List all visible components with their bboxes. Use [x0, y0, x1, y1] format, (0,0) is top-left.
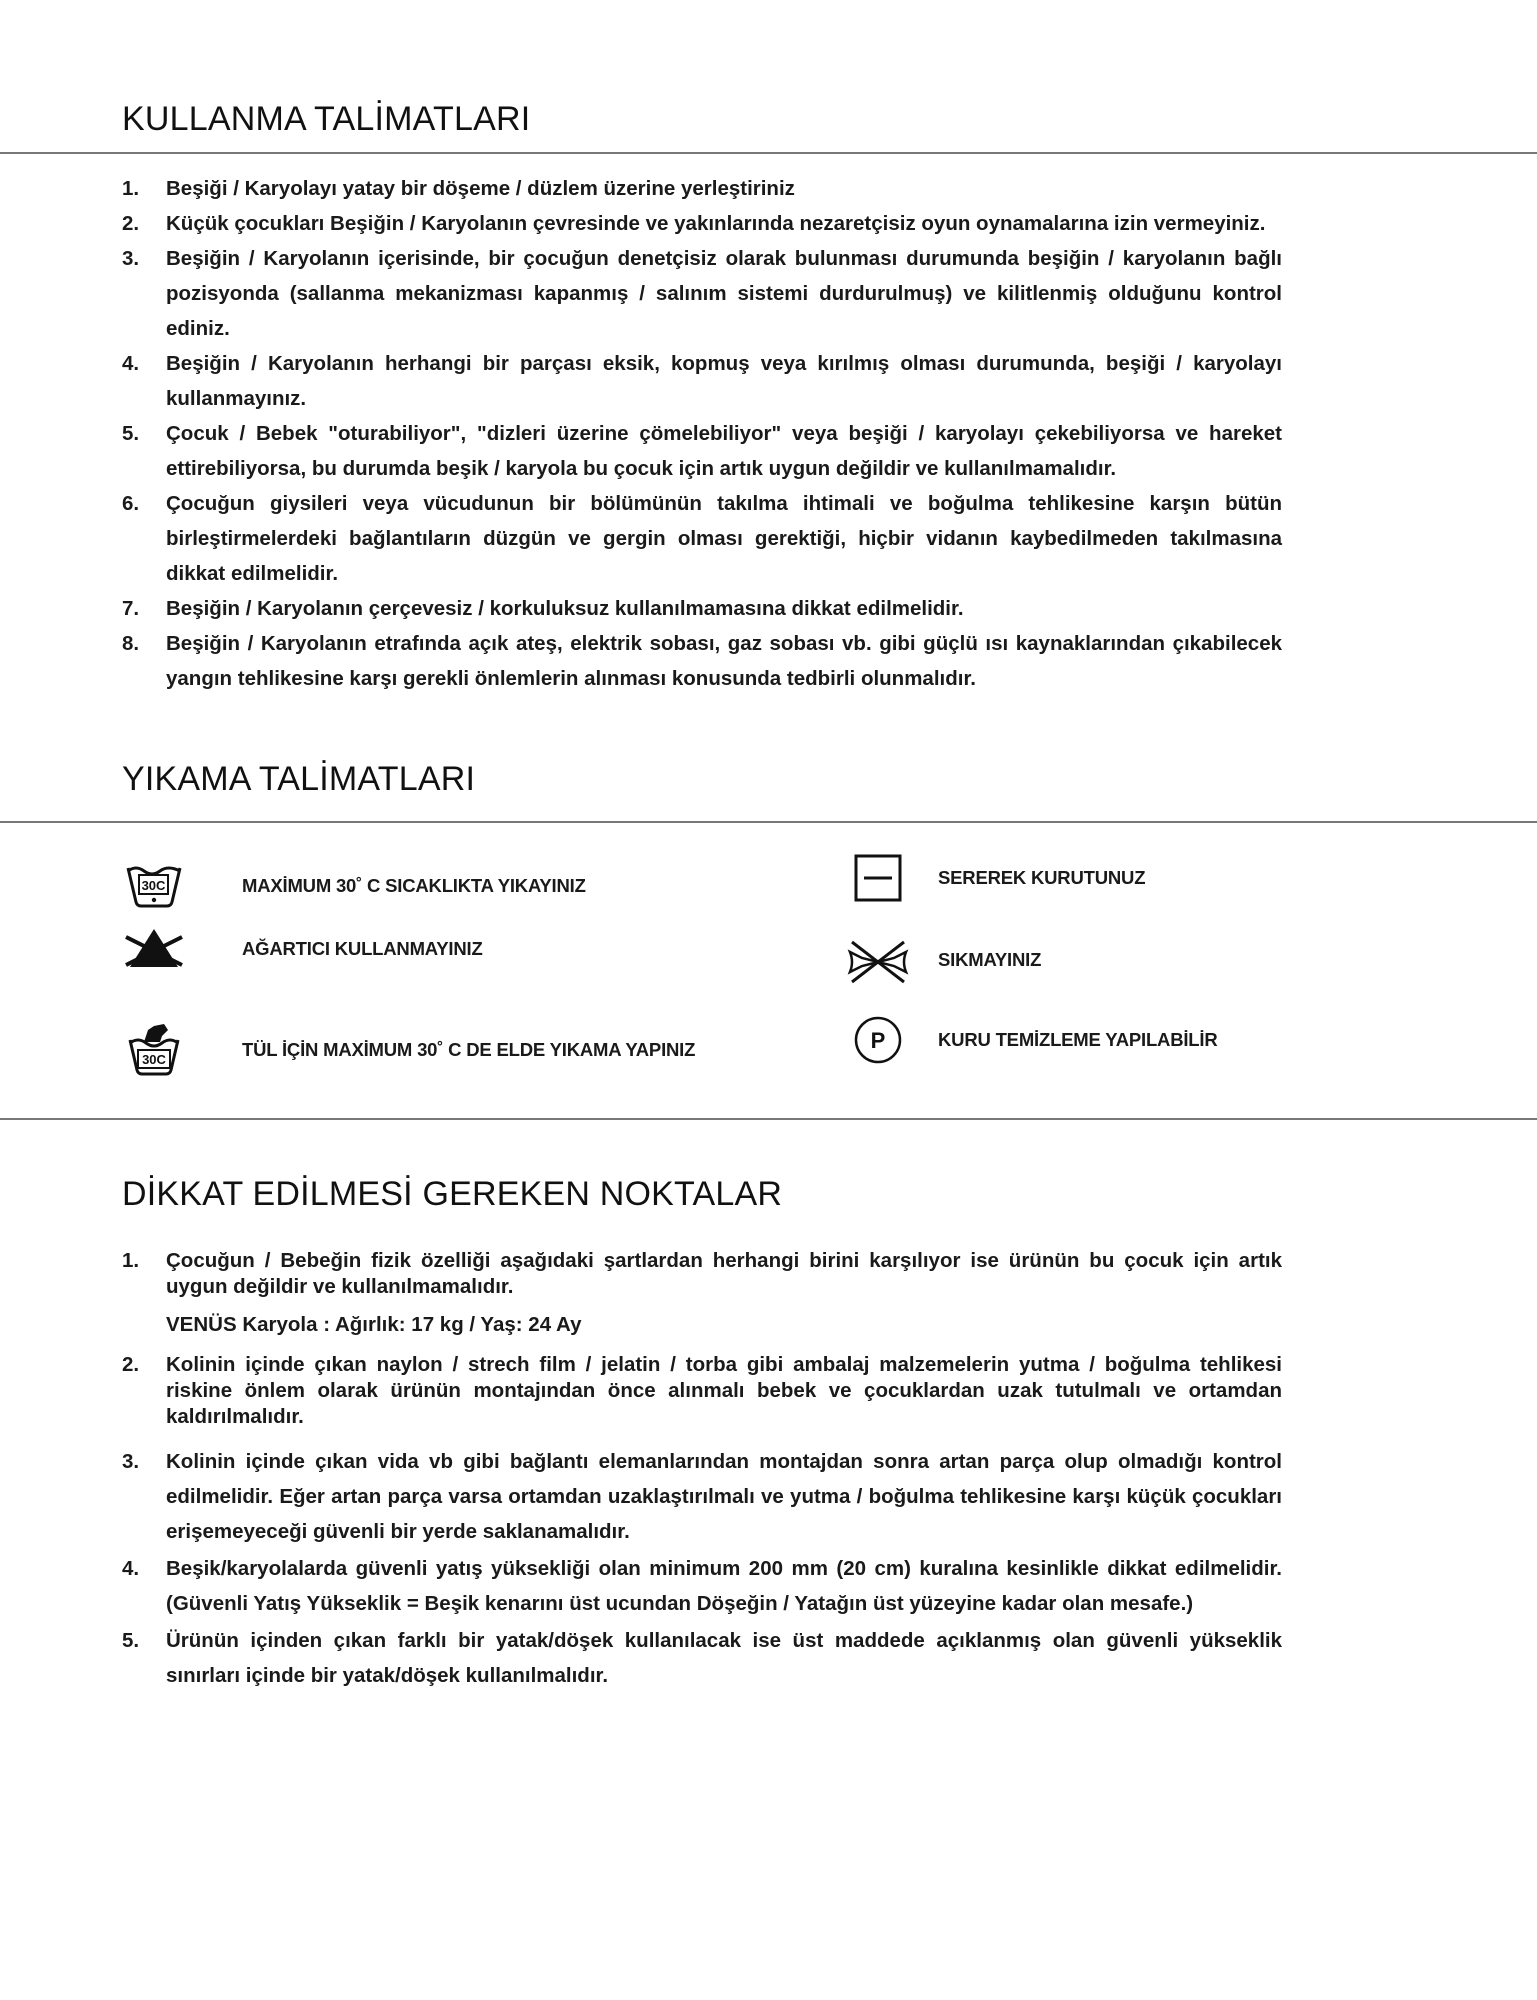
- caution-item-text: Beşik/karyolalarda güvenli yatış yüksekliği olan minimum 200 mm (20 cm) kuralına kesinlikle dikkat edilmelidir. (Güvenli Yatış Yükseklik = Beşik kenarını üst ucundan Döşeğin / Yatağın üst yüzeyine kadar olan mesafe.): [166, 1557, 1282, 1615]
- wash-row-no-bleach: [122, 921, 483, 977]
- usage-item-2: 2. Küçük çocukları Beşiğin / Karyolanın çevresinde ve yakınlarında nezaretçisiz oyun oynamalarına izin vermeyiniz.: [122, 206, 1282, 241]
- usage-item-7: 7. Beşiğin / Karyolanın çerçevesiz / korkuluksuz kullanılmamasına dikkat edilmelidir.: [122, 591, 1282, 626]
- caution-item-1: 1. Çocuğun / Bebeğin fizik özelliği aşağıdaki şartlardan herhangi birini karşılıyor ise ürünün bu çocuk için artık uygun değildir ve kullanılmamalıdır. VENÜS Karyola : Ağırlık: 17 kg / Yaş: 24 Ay: [122, 1249, 1282, 1336]
- usage-item-8: 8. Beşiğin / Karyolanın etrafında açık ateş, elektrik sobası, gaz sobası vb. gibi güçlü ısı kaynaklarından çıkabilecek yangın tehlikesine karşı gerekli önlemlerin alınması konusunda tedbirli olunmalıdır.: [122, 626, 1282, 696]
- product-spec: VENÜS Karyola : Ağırlık: 17 kg / Yaş: 24 Ay: [166, 1313, 582, 1336]
- caution-item-3: 3. Kolinin içinde çıkan vida vb gibi bağlantı elemanlarından montajdan sonra artan parça olup olmadığı kontrol edilmelidir. Eğer artan parça varsa ortamdan uzaklaştırılmalı ve yutma / boğulma tehlikesine karşı küçük çocukları erişemeyeceği güvenli bir yerde saklanamalıdır.: [122, 1444, 1282, 1549]
- usage-item-4: 4. Beşiğin / Karyolanın herhangi bir parçası eksik, kopmuş veya kırılmış olması durumunda, beşiği / karyolayı kullanmayınız.: [122, 346, 1282, 416]
- washing-title: YIKAMA TALİMATLARI: [122, 760, 476, 798]
- usage-item-3: 3. Beşiğin / Karyolanın içerisinde, bir çocuğun denetçisiz olarak bulunması durumunda beşiğin / karyolanın bağlı pozisyonda (sallanma mekanizması kapanmış / salınım sistemi durdurulmuş) ve kilitlenmiş olduğunu kontrol ediniz.: [122, 241, 1282, 346]
- no-wring-label: SIKMAYINIZ: [938, 949, 1042, 970]
- usage-item-text: Beşiğin / Karyolanın etrafında açık ateş, elektrik sobası, gaz sobası vb. gibi güçlü ısı kaynaklarından çıkabilecek yangın tehlikesine karşı gerekli önlemlerin alınması konusunda tedbirli olunmalıdır.: [166, 632, 1282, 690]
- svg-text:P: P: [870, 1028, 886, 1053]
- usage-divider: [0, 152, 1537, 154]
- hand-wash-30-icon: [122, 1022, 186, 1078]
- cautions-list: [122, 1248, 1282, 1695]
- no-bleach-icon: [122, 921, 186, 977]
- caution-item-5: 5. Ürünün içinden çıkan farklı bir yatak/döşek kullanılacak ise üst maddede açıklanmış olan güvenli yükseklik sınırları içinde bir yatak/döşek kullanılmalıdır.: [122, 1623, 1282, 1693]
- usage-item-text: Beşiğin / Karyolanın herhangi bir parçası eksik, kopmuş veya kırılmış olması durumunda, beşiği / karyolayı kullanmayınız.: [166, 352, 1282, 410]
- caution-item-4: 4. Beşik/karyolalarda güvenli yatış yüksekliği olan minimum 200 mm (20 cm) kuralına kesinlikle dikkat edilmelidir. (Güvenli Yatış Yükseklik = Beşik kenarını üst ucundan Döşeğin / Yatağın üst yüzeyine kadar olan mesafe.): [122, 1551, 1282, 1621]
- dry-clean-label: KURU TEMİZLEME YAPILABİLİR: [938, 1029, 1218, 1050]
- svg-text:30C: 30C: [141, 878, 166, 893]
- dry-flat-icon: [846, 850, 910, 906]
- caution-item-text: Kolinin içinde çıkan vida vb gibi bağlantı elemanlarından montajdan sonra artan parça olup olmadığı kontrol edilmelidir. Eğer artan parça varsa ortamdan uzaklaştırılmalı ve yutma / boğulma tehlikesine karşı küçük çocukları erişemeyeceği güvenli bir yerde saklanamalıdır.: [166, 1450, 1282, 1543]
- wash-row-no-wring: [846, 932, 1041, 988]
- usage-item-text: Çocuk / Bebek "oturabiliyor", "dizleri üzerine çömelebiliyor" veya beşiği / karyolayı çekebiliyorsa ve hareket ettirebiliyorsa, bu durumda beşik / karyola bu çocuk için artık uygun değildir ve kullanılmamalıdır.: [166, 422, 1282, 480]
- do-not-wring-icon: [846, 932, 910, 988]
- dry-flat-label: SEREREK KURUTUNUZ: [938, 867, 1146, 888]
- no-bleach-label: AĞARTICI KULLANMAYINIZ: [242, 938, 483, 959]
- usage-item-6: 6. Çocuğun giysileri veya vücudunun bir bölümünün takılma ihtimali ve boğulma tehlikesine karşın bütün birleştirmelerdeki bağlantıların düzgün ve gergin olması gerektiği, hiçbir vidanın kaybedilmeden takılmasına dikkat edilmelidir.: [122, 486, 1282, 591]
- washing-divider-top: [0, 821, 1537, 823]
- caution-item-2: 2. Kolinin içinde çıkan naylon / strech film / jelatin / torba gibi ambalaj malzemelerin yutma / boğulma tehlikesi riskine önlem olarak ürünün montajından önce alınmalı bebek ve çocuklardan uzak tutulmalı ve ortamdan kaldırılmalıdır.: [122, 1353, 1282, 1428]
- wash-row-dry-flat: [846, 850, 1145, 906]
- usage-list: [122, 171, 1282, 696]
- hand-wash-30-label: TÜL İÇİN MAXİMUM 30˚ C DE ELDE YIKAMA YAPINIZ: [242, 1039, 696, 1060]
- usage-item-text: Beşiği / Karyolayı yatay bir döşeme / düzlem üzerine yerleştiriniz: [166, 177, 795, 200]
- usage-title: KULLANMA TALİMATLARI: [122, 100, 531, 138]
- washing-divider-bottom: [0, 1118, 1537, 1120]
- caution-item-text: Çocuğun / Bebeğin fizik özelliği aşağıdaki şartlardan herhangi birini karşılıyor ise ürünün bu çocuk için artık uygun değildir ve kullanılmamalıdır.: [166, 1249, 1282, 1298]
- usage-item-5: 5. Çocuk / Bebek "oturabiliyor", "dizleri üzerine çömelebiliyor" veya beşiği / karyolayı çekebiliyorsa ve hareket ettirebiliyorsa, bu durumda beşik / karyola bu çocuk için artık uygun değildir ve kullanılmamalıdır.: [122, 416, 1282, 486]
- wash-30-label: MAXİMUM 30˚ C SICAKLIKTA YIKAYINIZ: [242, 875, 586, 896]
- usage-item-text: Beşiğin / Karyolanın içerisinde, bir çocuğun denetçisiz olarak bulunması durumunda beşiğin / karyolanın bağlı pozisyonda (sallanma mekanizması kapanmış / salınım sistemi durdurulmuş) ve kilitlenmiş olduğunu kontrol ediniz.: [166, 247, 1282, 340]
- usage-item-text: Çocuğun giysileri veya vücudunun bir bölümünün takılma ihtimali ve boğulma tehlikesine karşın bütün birleştirmelerdeki bağlantıların düzgün ve gergin olması gerektiği, hiçbir vidanın kaybedilmeden takılmasına dikkat edilmelidir.: [166, 492, 1282, 585]
- caution-item-text: Kolinin içinde çıkan naylon / strech film / jelatin / torba gibi ambalaj malzemelerin yutma / boğulma tehlikesi riskine önlem olarak ürünün montajından önce alınmalı bebek ve çocuklardan uzak tutulmalı ve ortamdan kaldırılmalıdır.: [166, 1353, 1282, 1428]
- caution-item-text: Ürünün içinden çıkan farklı bir yatak/döşek kullanılacak ise üst maddede açıklanmış olan güvenli yükseklik sınırları içinde bir yatak/döşek kullanılmalıdır.: [166, 1629, 1282, 1687]
- usage-item-text: Beşiğin / Karyolanın çerçevesiz / korkuluksuz kullanılmamasına dikkat edilmelidir.: [166, 597, 964, 620]
- svg-text:30C: 30C: [142, 1052, 166, 1067]
- dry-clean-p-icon: [846, 1012, 910, 1068]
- wash-row-hand-wash: [122, 1022, 695, 1078]
- wash-30-icon: [122, 858, 186, 914]
- wash-row-wash-30: [122, 858, 586, 914]
- usage-item-text: Küçük çocukları Beşiğin / Karyolanın çevresinde ve yakınlarında nezaretçisiz oyun oynamalarına izin vermeyiniz.: [166, 212, 1266, 235]
- usage-item-1: 1. Beşiği / Karyolayı yatay bir döşeme / düzlem üzerine yerleştiriniz: [122, 171, 1282, 206]
- cautions-title: DİKKAT EDİLMESİ GEREKEN NOKTALAR: [122, 1175, 783, 1213]
- wash-row-dry-clean: [846, 1012, 1218, 1068]
